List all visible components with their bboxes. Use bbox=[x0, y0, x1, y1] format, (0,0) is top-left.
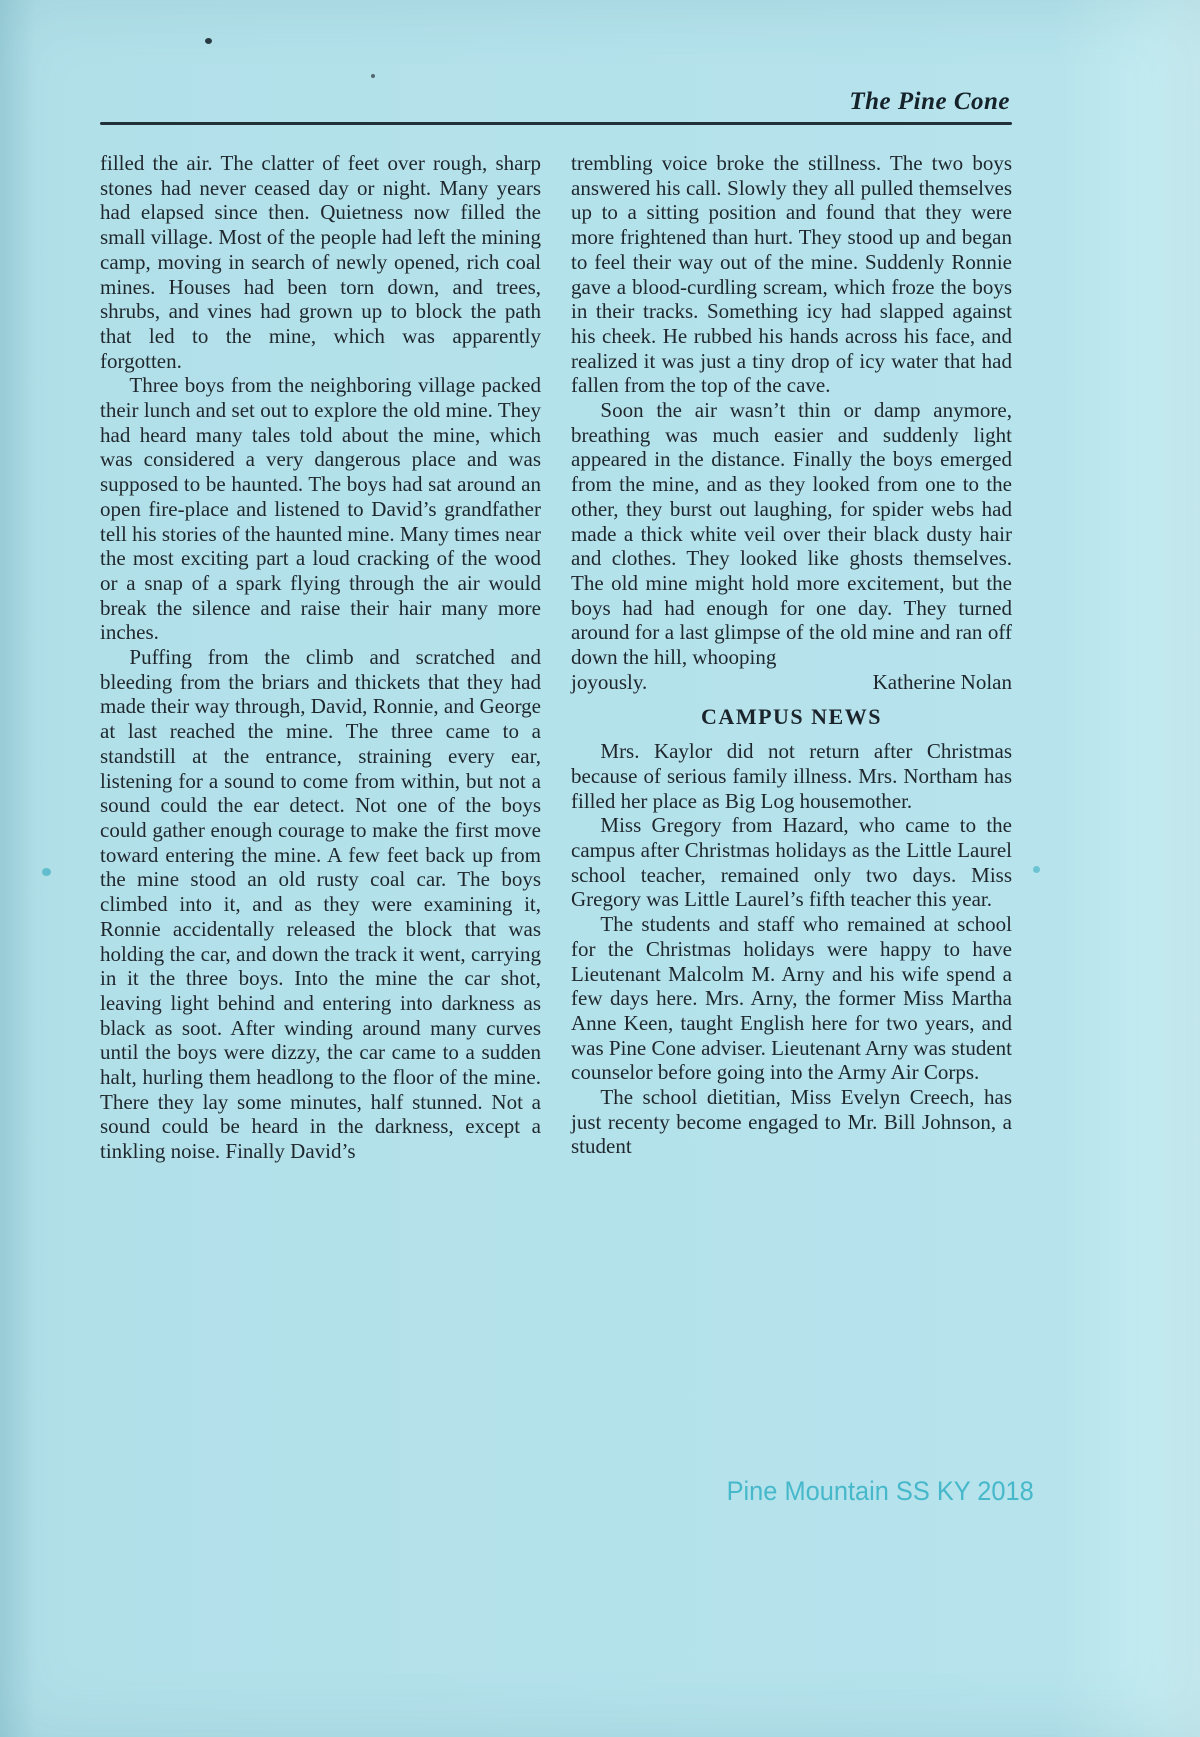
story-paragraph: Soon the air wasn’t thin or damp anymore, breathing was much easier and suddenly light appeared in the distance. Finally the boys emerged from the mine, and as they looked from one to the other, they burst out laughing, for spider webs had made a thick white veil over their black dusty hair and clothes. They looked like ghosts themselves. The old mine might hold more excitement, but the boys had had enough for one day. They turned around for a last glimpse of the old mine and ran off down the hill, whooping bbox=[571, 398, 1012, 670]
byline-line bbox=[571, 670, 1012, 695]
story-last-word: joyously. bbox=[571, 669, 648, 694]
scan-speck bbox=[371, 74, 375, 78]
archive-watermark: Pine Mountain SS KY 2018 bbox=[726, 1476, 1034, 1506]
story-paragraph: Three boys from the neighboring village packed their lunch and set out to explore the old mine. They had heard many tales told about the mine, which was considered a very dangerous place and was supposed to be haunted. The boys had sat around an open fire-place and listened to David’s grandfather tell his stories of the haunted mine. Many times near the most exciting part a loud cracking of the wood or a snap of a spark flying through the air would break the silence and raise their hair many more inches. bbox=[100, 373, 541, 645]
scan-speck bbox=[42, 868, 51, 876]
masthead-title: The Pine Cone bbox=[849, 88, 1010, 115]
scan-speck bbox=[205, 38, 212, 44]
right-column bbox=[571, 151, 1012, 1164]
two-column-body bbox=[100, 151, 1012, 1164]
masthead-rule bbox=[100, 122, 1012, 125]
campus-news-heading: CAMPUS NEWS bbox=[701, 704, 882, 730]
campus-news-paragraph: Miss Gregory from Hazard, who came to the campus after Christmas holidays as the Little Laurel school teacher, remained only two days. Miss Gregory was Little Laurel’s fifth teacher this year. bbox=[571, 813, 1012, 912]
left-column bbox=[100, 151, 541, 1164]
scan-speck bbox=[1033, 866, 1040, 873]
campus-news-paragraph: Mrs. Kaylor did not return after Christmas because of serious family illness. Mrs. Northam has filled her place as Big Log housemother. bbox=[571, 739, 1012, 813]
story-paragraph: trembling voice broke the stillness. The two boys answered his call. Slowly they all pulled themselves up to a sitting position and found that they were more frightened than hurt. They stood up and began to feel their way out of the mine. Suddenly Ronnie gave a blood-curdling scream, which froze the boys in their tracks. Something icy had slapped against his cheek. He rubbed his hands across his face, and realized it was just a tiny drop of icy water that had fallen from the top of the cave. bbox=[571, 151, 1012, 398]
campus-news-paragraph: The school dietitian, Miss Evelyn Creech, has just recenty become engaged to Mr. Bill Johnson, a student bbox=[571, 1085, 1012, 1159]
byline-author: Katherine Nolan bbox=[872, 669, 1012, 694]
campus-news-paragraph: The students and staff who remained at school for the Christmas holidays were happy to have Lieutenant Malcolm M. Arny and his wife spend a few days here. Mrs. Arny, the former Miss Martha Anne Keen, taught English here for two years, and was Pine Cone adviser. Lieutenant Arny was student counselor before going into the Army Air Corps. bbox=[571, 912, 1012, 1085]
page-content bbox=[100, 88, 1012, 1164]
story-paragraph: Puffing from the climb and scratched and bleeding from the briars and thickets that they had made their way through, David, Ronnie, and George at last reached the mine. The three came to a standstill at the entrance, straining every ear, listening for a sound to come from within, but not a sound could the ear detect. Not one of the boys could gather enough courage to make the first move toward entering the mine. A few feet back up from the mine stood an old rusty coal car. The boys climbed into it, and as they were examining it, Ronnie accidentally released the block that was holding the car, and down the track it went, carrying in it the three boys. Into the mine the car shot, leaving light behind and entering into darkness as black as soot. After winding around many curves until the boys were dizzy, the car came to a sudden halt, hurling them headlong to the floor of the mine. There they lay some minutes, half stunned. Not a sound could be heard in the darkness, except a tinkling noise. Finally David’s bbox=[100, 645, 541, 1164]
story-paragraph: filled the air. The clatter of feet over rough, sharp stones had never ceased day or night. Many years had elapsed since then. Quietness now filled the small village. Most of the people had left the mining camp, moving in search of newly opened, rich coal mines. Houses had been torn down, and trees, shrubs, and vines had grown up to block the path that led to the mine, which was apparently forgotten. bbox=[100, 151, 541, 373]
